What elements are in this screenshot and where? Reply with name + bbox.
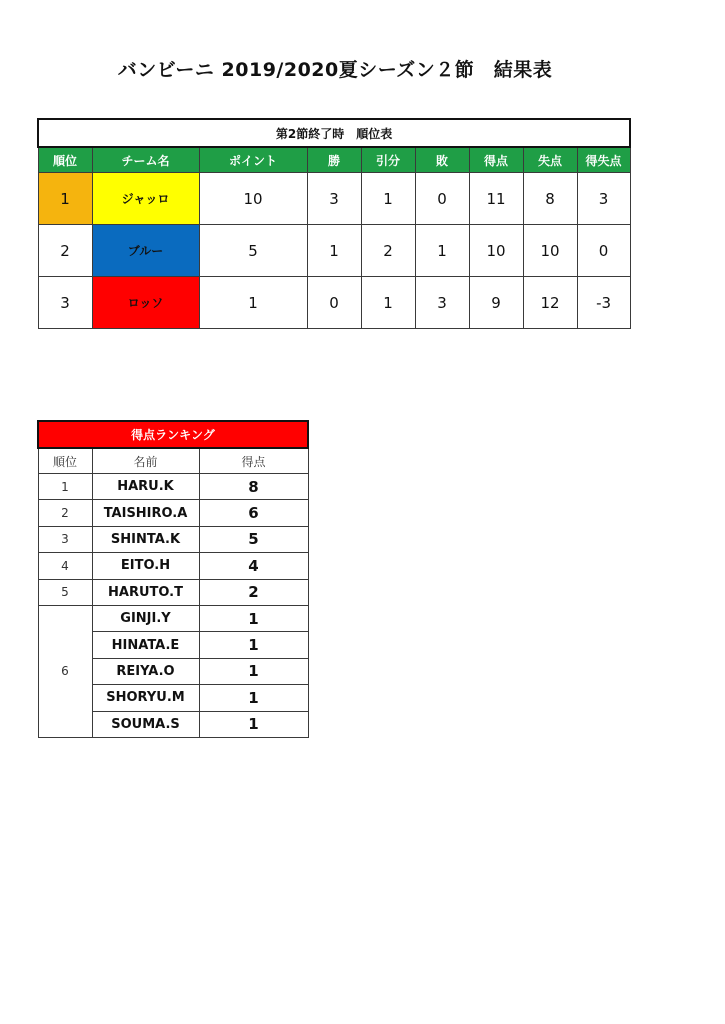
player-name: GINJI.Y — [92, 605, 199, 631]
goal-diff-cell: 0 — [577, 225, 630, 277]
header-goal-diff: 得失点 — [577, 147, 630, 173]
header-draw: 引分 — [361, 147, 415, 173]
win-cell: 3 — [307, 173, 361, 225]
player-name: SHINTA.K — [92, 526, 199, 552]
goal-count: 1 — [199, 685, 308, 711]
header-win: 勝 — [307, 147, 361, 173]
player-name: SHORYU.M — [92, 685, 199, 711]
page-title: バンビーニ 2019/2020夏シーズン２節 結果表 — [117, 59, 553, 81]
rank-cell: 3 — [38, 277, 92, 329]
loss-cell: 0 — [415, 173, 469, 225]
goal-count: 1 — [199, 605, 308, 631]
player-name: HARUTO.T — [92, 579, 199, 605]
goals-for-cell: 11 — [469, 173, 523, 225]
table-row — [38, 225, 630, 277]
goals-against-cell: 10 — [523, 225, 577, 277]
loss-cell: 1 — [415, 225, 469, 277]
standings-table — [37, 118, 631, 329]
header-loss: 敗 — [415, 147, 469, 173]
goals-for-cell: 9 — [469, 277, 523, 329]
rank-cell: 1 — [38, 173, 92, 225]
ranking-caption: 得点ランキング — [38, 421, 308, 448]
win-cell: 0 — [307, 277, 361, 329]
rank-cell: 2 — [38, 225, 92, 277]
points-cell: 10 — [199, 173, 307, 225]
header-points: ポイント — [199, 147, 307, 173]
header-goals: 得点 — [199, 448, 308, 474]
team-cell: ブルー — [92, 225, 199, 277]
rank-cell: 3 — [38, 526, 92, 552]
player-name: HARU.K — [92, 474, 199, 500]
player-name: EITO.H — [92, 553, 199, 579]
goals-against-cell: 8 — [523, 173, 577, 225]
table-row — [38, 500, 308, 526]
player-name: REIYA.O — [92, 658, 199, 684]
goals-for-cell: 10 — [469, 225, 523, 277]
loss-cell: 3 — [415, 277, 469, 329]
draw-cell: 1 — [361, 277, 415, 329]
goal-count: 2 — [199, 579, 308, 605]
goal-count: 8 — [199, 474, 308, 500]
player-name: SOUMA.S — [92, 711, 199, 737]
header-goals-for: 得点 — [469, 147, 523, 173]
standings-caption: 第2節終了時 順位表 — [38, 119, 630, 147]
header-name: 名前 — [92, 448, 199, 474]
team-cell: ジャッロ — [92, 173, 199, 225]
table-row — [38, 605, 308, 631]
table-row — [38, 553, 308, 579]
table-row — [38, 526, 308, 552]
scorer-ranking-table — [37, 420, 309, 738]
points-cell: 5 — [199, 225, 307, 277]
draw-cell: 2 — [361, 225, 415, 277]
table-row — [38, 579, 308, 605]
header-rank: 順位 — [38, 448, 92, 474]
goal-count: 6 — [199, 500, 308, 526]
rank-cell: 5 — [38, 579, 92, 605]
rank-cell: 1 — [38, 474, 92, 500]
team-cell: ロッソ — [92, 277, 199, 329]
standings-header-row — [38, 147, 630, 173]
header-team: チーム名 — [92, 147, 199, 173]
header-rank: 順位 — [38, 147, 92, 173]
goal-count: 1 — [199, 632, 308, 658]
table-row — [38, 277, 630, 329]
rank-cell: 4 — [38, 553, 92, 579]
rank-cell: 6 — [38, 605, 92, 737]
goal-count: 1 — [199, 711, 308, 737]
player-name: HINATA.E — [92, 632, 199, 658]
player-name: TAISHIRO.A — [92, 500, 199, 526]
goal-count: 4 — [199, 553, 308, 579]
table-row — [38, 474, 308, 500]
goal-count: 1 — [199, 658, 308, 684]
win-cell: 1 — [307, 225, 361, 277]
goal-diff-cell: 3 — [577, 173, 630, 225]
ranking-header-row — [38, 448, 308, 474]
points-cell: 1 — [199, 277, 307, 329]
table-row — [38, 173, 630, 225]
draw-cell: 1 — [361, 173, 415, 225]
goal-diff-cell: -3 — [577, 277, 630, 329]
rank-cell: 2 — [38, 500, 92, 526]
goals-against-cell: 12 — [523, 277, 577, 329]
goal-count: 5 — [199, 526, 308, 552]
header-goals-against: 失点 — [523, 147, 577, 173]
